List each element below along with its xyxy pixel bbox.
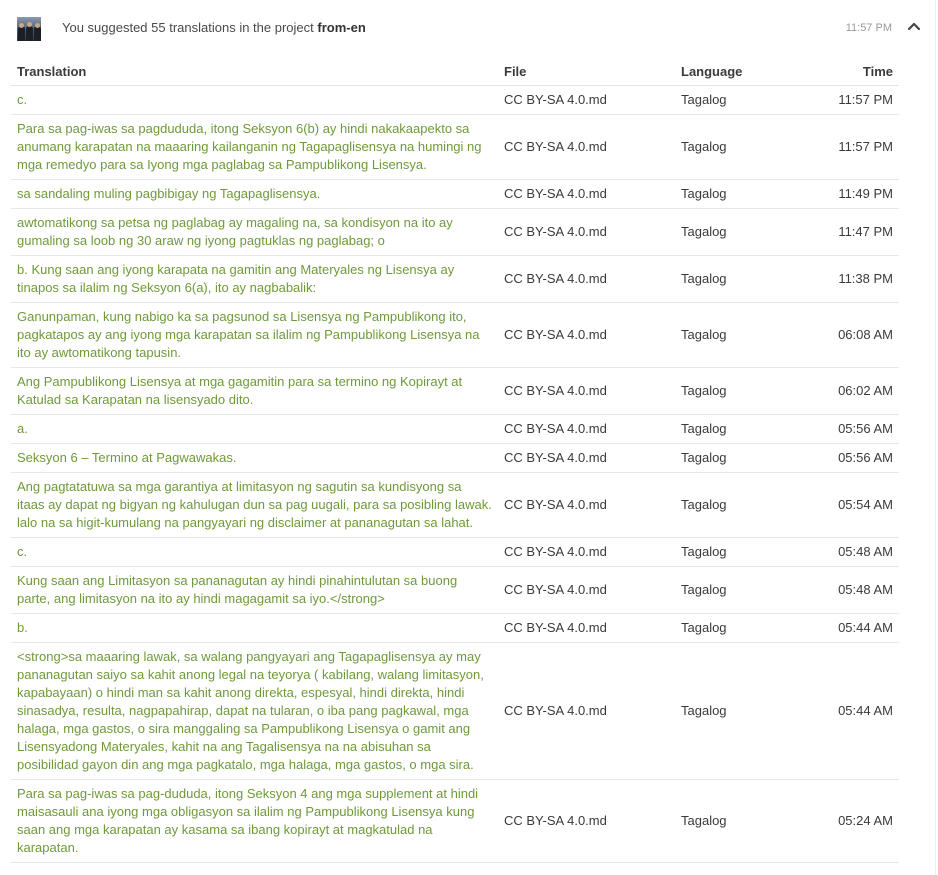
file-cell: CC BY-SA 4.0.md [498,415,675,444]
file-cell: CC BY-SA 4.0.md [498,368,675,415]
language-cell: Tagalog [675,180,785,209]
language-cell: Tagalog [675,303,785,368]
table-header-row [11,57,899,86]
language-cell: Tagalog [675,614,785,643]
column-language: Language [675,57,785,86]
table-row[interactable] [11,303,899,368]
file-cell: CC BY-SA 4.0.md [498,209,675,256]
table-row[interactable] [11,444,899,473]
table-row[interactable] [11,780,899,863]
project-link[interactable]: from-en [317,20,366,35]
table-row[interactable] [11,538,899,567]
translation-cell[interactable]: Ang pagtatatuwa sa mga garantiya at limitasyon ng sagutin sa kundisyong sa itaas ay dapat ng bigyan ng kahulugan dun sa pag uugali, para sa posibling lawak. lalo na sa higit-kumulang na pangyayari ng disclaimer at pananagutan sa lahat. [11,473,498,538]
translation-cell[interactable]: Para sa pag-iwas sa pag-dududa, itong Seksyon 4 ang mga supplement at hindi maisasauli ana iyong mga obligasyon sa ilalim ng Pampublikong Lisensya kung saan ang mga karapatan ay kasama sa ibang kopirayt at magkatulad na karapatan. [11,780,498,863]
column-time: Time [785,57,899,86]
time-cell: 05:44 AM [785,643,899,780]
file-cell: CC BY-SA 4.0.md [498,567,675,614]
time-cell: 05:44 AM [785,614,899,643]
time-cell: 11:38 PM [785,256,899,303]
chevron-up-icon [906,18,922,34]
translation-cell[interactable]: <strong>sa maaaring lawak, sa walang pangyayari ang Tagapaglisensya ay may pananagutan saiyo sa kahit anong legal na teyorya ( kabilang, walang limitasyon, kapabayaan) o hindi man sa kahit anong direkta, espesyal, hindi direkta, hindi sinasadya, resulta, nagpapahirap, dapat na tularan, o iba pang pagkawal, mga halaga, mga gastos, o sira manggaling sa Pampublikong Lisensya o gamit ang Lisensyadong Materyales, kahit na ang Tagalisensya na na abisuhan sa posibilidad gayon din ang mga pagkatalo, mga halaga, mga gastos, o mga sira. [11,643,498,780]
table-row[interactable] [11,643,899,780]
language-cell: Tagalog [675,256,785,303]
language-cell: Tagalog [675,415,785,444]
summary-text: You suggested 55 translations in the project [62,20,318,35]
table-row[interactable] [11,473,899,538]
translation-cell[interactable]: awtomatikong sa petsa ng paglabag ay magaling na, sa kondisyon na ito ay gumaling sa loob ng 30 araw ng iyong pagtuklas ng paglabag; o [11,209,498,256]
time-cell: 05:56 AM [785,415,899,444]
language-cell: Tagalog [675,368,785,415]
translation-cell[interactable]: Ang Pampublikong Lisensya at mga gagamitin para sa termino ng Kopirayt at Katulad sa Karapatan na lisensyado dito. [11,368,498,415]
table-row[interactable] [11,415,899,444]
translation-cell[interactable]: b. Kung saan ang iyong karapata na gamitin ang Materyales ng Lisensya ay tinapos sa ilalim ng Seksyon 6(a), ito ay nagbabalik: [11,256,498,303]
translation-cell[interactable]: a. [11,415,498,444]
file-cell: CC BY-SA 4.0.md [498,86,675,115]
time-cell: 05:24 AM [785,780,899,863]
activity-header [0,0,936,56]
time-cell: 05:54 AM [785,473,899,538]
file-cell: CC BY-SA 4.0.md [498,303,675,368]
column-translation: Translation [11,57,498,86]
table-row[interactable] [11,614,899,643]
language-cell: Tagalog [675,115,785,180]
file-cell: CC BY-SA 4.0.md [498,180,675,209]
collapse-button[interactable] [906,18,922,34]
file-cell: CC BY-SA 4.0.md [498,256,675,303]
language-cell: Tagalog [675,538,785,567]
language-cell: Tagalog [675,444,785,473]
language-cell: Tagalog [675,86,785,115]
table-row[interactable] [11,567,899,614]
language-cell: Tagalog [675,780,785,863]
avatar[interactable] [17,17,41,41]
file-cell: CC BY-SA 4.0.md [498,614,675,643]
file-cell: CC BY-SA 4.0.md [498,473,675,538]
file-cell: CC BY-SA 4.0.md [498,780,675,863]
activity-time: 11:57 PM [845,22,892,34]
translations-table [11,57,899,863]
language-cell: Tagalog [675,209,785,256]
table-row[interactable] [11,180,899,209]
language-cell: Tagalog [675,567,785,614]
file-cell: CC BY-SA 4.0.md [498,444,675,473]
language-cell: Tagalog [675,643,785,780]
table-row[interactable] [11,368,899,415]
translation-cell[interactable]: sa sandaling muling pagbibigay ng Tagapaglisensya. [11,180,498,209]
file-cell: CC BY-SA 4.0.md [498,115,675,180]
translation-cell[interactable]: Ganunpaman, kung nabigo ka sa pagsunod sa Lisensya ng Pampublikong ito, pagkatapos ay ang iyong mga karapatan sa ilalim ng Pampublikong Lisensya na ito ay awtomatikong tapusin. [11,303,498,368]
translation-cell[interactable]: b. [11,614,498,643]
column-file: File [498,57,675,86]
translation-cell[interactable]: Seksyon 6 – Termino at Pagwawakas. [11,444,498,473]
time-cell: 11:57 PM [785,115,899,180]
translation-cell[interactable]: Kung saan ang Limitasyon sa pananagutan ay hindi pinahintulutan sa buong parte, ang limitasyon na ito ay hindi magagamit sa iyo.</strong> [11,567,498,614]
time-cell: 11:49 PM [785,180,899,209]
translation-cell[interactable]: c. [11,538,498,567]
file-cell: CC BY-SA 4.0.md [498,643,675,780]
time-cell: 06:02 AM [785,368,899,415]
translation-cell[interactable]: Para sa pag-iwas sa pagdududa, itong Seksyon 6(b) ay hindi nakakaapekto sa anumang karapatan na maaaring kailanganin ng Tagapaglisensya na humingi ng mga remedyo para sa Iyong mga paglabag sa Pampublikong Lisensya. [11,115,498,180]
table-row[interactable] [11,86,899,115]
time-cell: 05:48 AM [785,567,899,614]
file-cell: CC BY-SA 4.0.md [498,538,675,567]
time-cell: 06:08 AM [785,303,899,368]
time-cell: 11:57 PM [785,86,899,115]
time-cell: 11:47 PM [785,209,899,256]
table-row[interactable] [11,115,899,180]
table-row[interactable] [11,256,899,303]
language-cell: Tagalog [675,473,785,538]
translation-cell[interactable]: c. [11,86,498,115]
time-cell: 05:56 AM [785,444,899,473]
time-cell: 05:48 AM [785,538,899,567]
activity-summary [62,20,366,35]
table-row[interactable] [11,209,899,256]
